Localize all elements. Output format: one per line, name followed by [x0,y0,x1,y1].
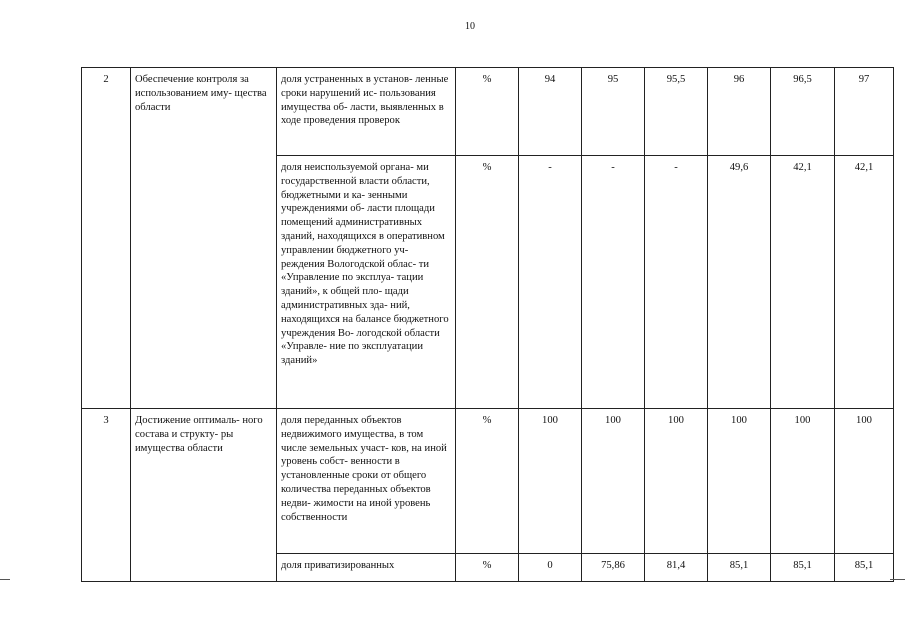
indicator-value: - [519,156,582,409]
indicator-value: 85,1 [835,554,894,582]
indicator-value: 96,5 [771,68,835,156]
page-edge-mark [0,579,10,580]
indicator-value: - [645,156,708,409]
row-number: 2 [82,68,131,409]
indicator-value: 100 [519,409,582,554]
row-number: 3 [82,409,131,582]
table-row [82,68,894,156]
indicator-value: 85,1 [771,554,835,582]
indicator-value: 100 [835,409,894,554]
indicator-value: 94 [519,68,582,156]
page-number: 10 [465,21,475,32]
indicator-value: 95 [582,68,645,156]
indicator-unit: % [456,554,519,582]
indicator-value: 100 [645,409,708,554]
indicator-value: 42,1 [771,156,835,409]
indicator-unit: % [456,68,519,156]
indicator-value: 96 [708,68,771,156]
indicator-value: 97 [835,68,894,156]
indicator-name: доля неиспользуемой органа- ми государственной власти области, бюджетными и ка- зенными учреждениями об- ласти площади помещений административных зданий, находящихся в оперативном управлении бюджетного уч- реждения Вологодской облас- ти «Управление по эксплуа- тации зданий», к общей пло- щади административных зда- ний, находящихся на балансе бюджетного учреждения Во- логодской области «Управле- ние по эксплуатации зданий» [277,156,456,409]
page-edge-mark [890,579,905,580]
task-name: Обеспечение контроля за использованием иму- щества области [131,68,277,409]
indicator-value: 100 [582,409,645,554]
indicator-name: доля устраненных в установ- ленные сроки нарушений ис- пользования имущества об- ласти, выявленных в ходе проведения проверок [277,68,456,156]
indicator-unit: % [456,156,519,409]
indicator-value: 75,86 [582,554,645,582]
indicator-value: 100 [708,409,771,554]
table-row [82,409,894,554]
indicator-name: доля приватизированных [277,554,456,582]
indicator-value: - [582,156,645,409]
indicator-value: 85,1 [708,554,771,582]
indicator-value: 42,1 [835,156,894,409]
indicator-value: 0 [519,554,582,582]
indicator-unit: % [456,409,519,554]
indicator-name: доля переданных объектов недвижимого имущества, в том числе земельных участ- ков, на иной уровень собст- венности в установленные сроки от общего количества переданных объектов недви- жимости на иной уровень собственности [277,409,456,554]
task-name: Достижение оптималь- ного состава и структу- ры имущества области [131,409,277,582]
indicator-value: 81,4 [645,554,708,582]
indicator-value: 100 [771,409,835,554]
indicators-table [81,67,894,582]
indicator-value: 49,6 [708,156,771,409]
indicator-value: 95,5 [645,68,708,156]
